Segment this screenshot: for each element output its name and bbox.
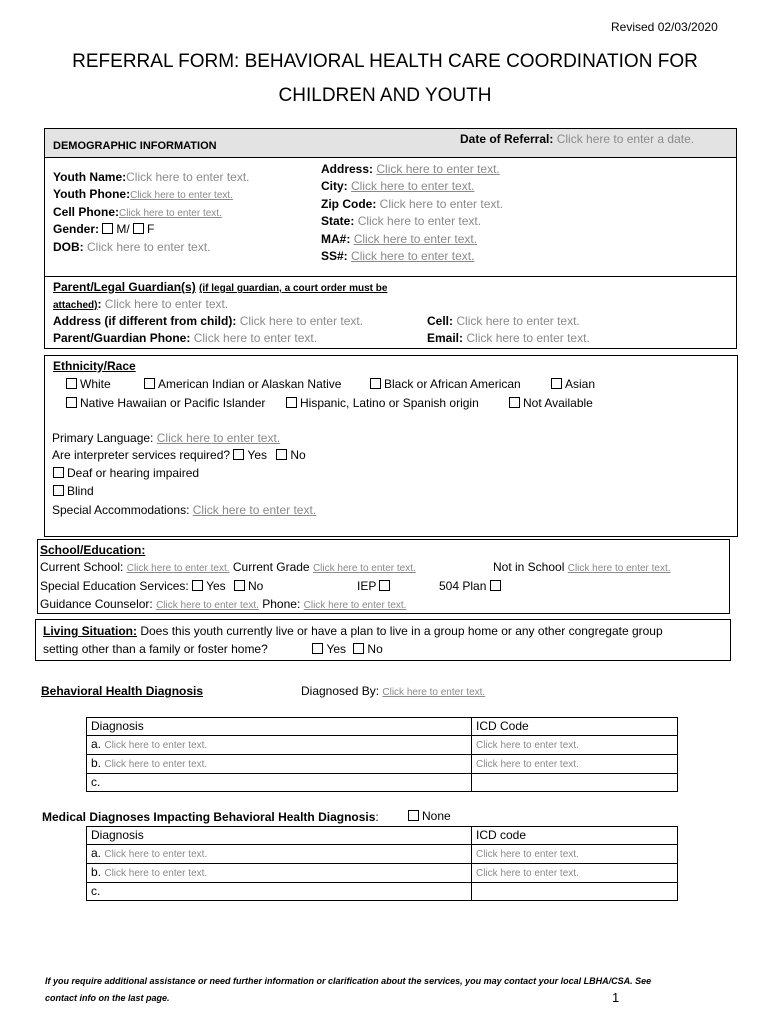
not-available-label: Not Available <box>523 396 593 410</box>
page-number: 1 <box>612 990 620 1005</box>
living-yes-checkbox[interactable] <box>312 643 323 654</box>
diagnosis-field[interactable]: Click here to enter text. <box>104 740 208 751</box>
native-hawaiian-checkbox[interactable] <box>66 397 77 408</box>
gender-m-label: M/ <box>116 222 130 236</box>
diagnosis-cell[interactable] <box>87 736 472 755</box>
row-letter: a. <box>91 846 102 860</box>
col-diagnosis: Diagnosis <box>87 718 472 736</box>
guardian-phone-row <box>53 331 317 345</box>
diagnosis-field[interactable]: Click here to enter text. <box>104 868 208 879</box>
icd-cell[interactable] <box>472 864 678 883</box>
iep-label: IEP <box>357 579 377 593</box>
dob-row <box>53 240 210 254</box>
guardian-cell-field[interactable]: Click here to enter text. <box>456 314 580 328</box>
diagnosis-cell[interactable] <box>87 845 472 864</box>
gender-label: Gender: <box>53 222 100 236</box>
col-icd: ICD Code <box>472 718 678 736</box>
ss-row <box>321 249 474 263</box>
diagnosis-cell[interactable] <box>87 755 472 774</box>
primary-language-label: Primary Language: <box>52 431 154 445</box>
ethnicity-american-indian[interactable] <box>144 377 341 391</box>
guardian-colon: : <box>97 297 102 311</box>
row-letter: b. <box>91 756 102 770</box>
bh-diagnosis-table <box>86 717 678 792</box>
page-title-line2: CHILDREN AND YOUTH <box>278 85 492 106</box>
current-school-row <box>40 560 416 574</box>
living-row2 <box>43 642 383 656</box>
table-row <box>87 864 678 883</box>
row-letter: c. <box>91 884 101 898</box>
cell-phone-row <box>53 205 222 219</box>
black-checkbox[interactable] <box>370 378 381 389</box>
youth-name-label: Youth Name: <box>53 170 127 184</box>
living-row1 <box>43 624 663 638</box>
guardian-name-row <box>53 297 228 311</box>
guardian-label: Parent/Legal Guardian(s) <box>53 280 196 294</box>
special-ed-yes-checkbox[interactable] <box>192 580 203 591</box>
not-available-checkbox[interactable] <box>509 397 520 408</box>
not-in-school-row <box>493 560 671 574</box>
ethnicity-header: Ethnicity/Race <box>53 359 136 373</box>
table-row <box>87 736 678 755</box>
interpreter-row <box>52 448 306 462</box>
blind-label: Blind <box>67 484 94 498</box>
icd-cell[interactable] <box>472 774 678 792</box>
ma-label: MA#: <box>321 232 351 246</box>
guardian-cell-row <box>427 314 580 328</box>
plan504-row <box>439 579 504 593</box>
interpreter-no-checkbox[interactable] <box>276 449 287 460</box>
guardian-label-row <box>53 280 387 294</box>
primary-language-field[interactable]: Click here to enter text. <box>156 431 281 445</box>
guidance-label: Guidance Counselor: <box>40 597 153 611</box>
date-of-referral-label: Date of Referral: <box>460 132 554 146</box>
ethnicity-hispanic[interactable] <box>286 396 479 410</box>
guardian-email-label: Email: <box>427 331 464 345</box>
cell-phone-label: Cell Phone: <box>53 205 120 219</box>
guardian-phone-field[interactable]: Click here to enter text. <box>193 331 318 345</box>
date-of-referral-field[interactable]: Click here to enter a date. <box>556 132 695 146</box>
diagnosis-cell[interactable] <box>87 883 472 901</box>
youth-name-field[interactable]: Click here to enter text. <box>126 170 250 184</box>
guardian-address-label: Address (if different from child): <box>53 314 237 328</box>
plan504-label: 504 Plan <box>439 579 487 593</box>
ma-field[interactable]: Click here to enter text. <box>353 232 478 246</box>
guardian-email-row <box>427 331 590 345</box>
diagnosis-cell[interactable] <box>87 864 472 883</box>
living-question: Does this youth currently live or have a plan to live in a group home or any other congregate group <box>140 624 663 638</box>
dob-field[interactable]: Click here to enter text. <box>87 240 211 254</box>
interpreter-yes-checkbox[interactable] <box>233 449 244 460</box>
table-row <box>87 755 678 774</box>
black-label: Black or African American <box>384 377 521 391</box>
current-school-field[interactable]: Click here to enter text. <box>126 563 230 574</box>
guardian-note: (if legal guardian, a court order must be <box>199 283 388 294</box>
table-row <box>87 774 678 792</box>
american-indian-label: American Indian or Alaskan Native <box>158 377 342 391</box>
ma-row <box>321 232 477 246</box>
special-ed-no-label: No <box>248 579 264 593</box>
native-hawaiian-label: Native Hawaiian or Pacific Islander <box>80 396 266 410</box>
special-accommodations-row <box>52 503 316 517</box>
icd-cell[interactable] <box>472 845 678 864</box>
interpreter-no-label: No <box>290 448 306 462</box>
icd-field[interactable]: Click here to enter text. <box>476 759 579 770</box>
medical-header-row <box>42 810 379 824</box>
primary-language-row <box>52 431 280 445</box>
medical-none-label: None <box>422 809 451 823</box>
blind-checkbox[interactable] <box>53 485 64 496</box>
living-no-label: No <box>367 642 383 656</box>
guardian-note-attached: attached) <box>53 300 98 311</box>
medical-none-row[interactable] <box>408 809 451 823</box>
special-accommodations-label: Special Accommodations: <box>52 503 190 517</box>
address-field[interactable]: Click here to enter text. <box>376 162 500 176</box>
hispanic-checkbox[interactable] <box>286 397 297 408</box>
state-field[interactable]: Click here to enter text. <box>357 214 482 228</box>
medical-header: Medical Diagnoses Impacting Behavioral Health Diagnosis <box>42 810 376 824</box>
guardian-phone-label: Parent/Guardian Phone: <box>53 331 191 345</box>
diagnosis-field[interactable]: Click here to enter text. <box>104 849 208 860</box>
youth-phone-field[interactable]: Click here to enter text. <box>130 190 233 201</box>
guardian-address-field[interactable]: Click here to enter text. <box>239 314 364 328</box>
ss-field[interactable]: Click here to enter text. <box>351 249 475 263</box>
revised-date: Revised 02/03/2020 <box>611 20 718 34</box>
col-icd: ICD code <box>472 827 678 845</box>
blind-row[interactable] <box>53 484 94 498</box>
ethnicity-asian[interactable] <box>551 377 595 391</box>
interpreter-label: Are interpreter services required? <box>52 448 231 462</box>
current-grade-label: Current Grade <box>232 560 310 574</box>
white-label: White <box>80 377 111 391</box>
zip-field[interactable]: Click here to enter text. <box>379 197 504 211</box>
ss-label: SS#: <box>321 249 348 263</box>
icd-cell[interactable] <box>472 755 678 774</box>
bh-diagnosis-header: Behavioral Health Diagnosis <box>41 684 204 698</box>
medical-colon: : <box>375 810 379 824</box>
guardian-name-field[interactable]: Click here to enter text. <box>104 297 229 311</box>
hispanic-label: Hispanic, Latino or Spanish origin <box>300 396 479 410</box>
special-ed-label: Special Education Services: <box>40 579 189 593</box>
diagnosed-by-label: Diagnosed By: <box>301 684 380 698</box>
ethnicity-black[interactable] <box>370 377 521 391</box>
icd-field[interactable]: Click here to enter text. <box>476 849 579 860</box>
guidance-phone-label: Phone: <box>262 597 301 611</box>
deaf-label: Deaf or hearing impaired <box>67 466 200 480</box>
special-ed-row <box>40 579 263 593</box>
plan504-checkbox[interactable] <box>490 580 501 591</box>
ethnicity-native-hawaiian[interactable] <box>66 396 265 410</box>
gender-f-checkbox[interactable] <box>133 223 144 234</box>
icd-cell[interactable] <box>472 883 678 901</box>
guidance-row <box>40 597 406 611</box>
icd-cell[interactable] <box>472 736 678 755</box>
guardian-cell-label: Cell: <box>427 314 454 328</box>
youth-phone-row <box>53 187 233 201</box>
living-label: Living Situation: <box>43 624 137 638</box>
living-question-line2: setting other than a family or foster home? <box>43 642 268 656</box>
guidance-field[interactable]: Click here to enter text. <box>156 600 259 611</box>
medical-none-checkbox[interactable] <box>408 810 419 821</box>
living-yes-label: Yes <box>326 642 347 656</box>
city-row <box>321 179 474 193</box>
special-accommodations-field[interactable]: Click here to enter text. <box>192 503 317 517</box>
table-header-row <box>87 718 678 736</box>
row-letter: a. <box>91 737 102 751</box>
icd-field[interactable]: Click here to enter text. <box>476 740 579 751</box>
guardian-email-field[interactable]: Click here to enter text. <box>466 331 590 345</box>
row-letter: c. <box>91 775 101 789</box>
guardian-address-row <box>53 314 363 328</box>
city-label: City: <box>321 179 348 193</box>
deaf-checkbox[interactable] <box>53 467 64 478</box>
gender-f-label: F <box>147 222 155 236</box>
cell-phone-field[interactable]: Click here to enter text. <box>119 208 222 219</box>
table-header-row <box>87 827 678 845</box>
special-ed-yes-label: Yes <box>206 579 226 593</box>
city-field[interactable]: Click here to enter text. <box>351 179 475 193</box>
iep-checkbox[interactable] <box>379 580 390 591</box>
iep-row <box>357 579 393 593</box>
white-checkbox[interactable] <box>66 378 77 389</box>
diagnosed-by-row <box>301 684 485 698</box>
gender-m-checkbox[interactable] <box>102 223 113 234</box>
demographic-header: DEMOGRAPHIC INFORMATION <box>53 140 217 152</box>
date-of-referral[interactable] <box>460 132 694 146</box>
living-no-checkbox[interactable] <box>353 643 364 654</box>
page-title: REFERRAL FORM: BEHAVIORAL HEALTH CARE COORDINATION FOR <box>72 51 698 72</box>
col-diagnosis: Diagnosis <box>87 827 472 845</box>
dob-label: DOB: <box>53 240 84 254</box>
american-indian-checkbox[interactable] <box>144 378 155 389</box>
diagnosis-cell[interactable] <box>87 774 472 792</box>
table-row <box>87 845 678 864</box>
diagnosis-field[interactable]: Click here to enter text. <box>104 759 208 770</box>
asian-checkbox[interactable] <box>551 378 562 389</box>
icd-field[interactable]: Click here to enter text. <box>476 868 579 879</box>
ethnicity-not-available[interactable] <box>509 396 593 410</box>
state-row <box>321 214 481 228</box>
medical-diagnosis-table <box>86 826 678 901</box>
address-row <box>321 162 500 176</box>
table-row <box>87 883 678 901</box>
address-label: Address: <box>321 162 374 176</box>
youth-name-row <box>53 170 250 184</box>
row-letter: b. <box>91 865 102 879</box>
zip-label: Zip Code: <box>321 197 377 211</box>
zip-row <box>321 197 503 211</box>
gender-row <box>53 222 154 236</box>
ethnicity-white[interactable] <box>66 377 111 391</box>
deaf-row[interactable] <box>53 466 199 480</box>
youth-phone-label: Youth Phone: <box>53 187 131 201</box>
not-in-school-field[interactable]: Click here to enter text. <box>567 563 671 574</box>
not-in-school-label: Not in School <box>493 560 565 574</box>
footer-line1: If you require additional assistance or need further information or clarification about the services, you may contact your local LBHA/CSA. See <box>45 976 652 986</box>
state-label: State: <box>321 214 355 228</box>
special-ed-no-checkbox[interactable] <box>234 580 245 591</box>
school-header: School/Education: <box>40 543 146 557</box>
current-grade-field[interactable]: Click here to enter text. <box>312 563 416 574</box>
current-school-label: Current School: <box>40 560 124 574</box>
guidance-phone-field[interactable]: Click here to enter text. <box>303 600 407 611</box>
interpreter-yes-label: Yes <box>247 448 267 462</box>
diagnosed-by-field[interactable]: Click here to enter text. <box>382 687 486 698</box>
asian-label: Asian <box>565 377 596 391</box>
footer-line2: contact info on the last page. <box>45 993 170 1003</box>
